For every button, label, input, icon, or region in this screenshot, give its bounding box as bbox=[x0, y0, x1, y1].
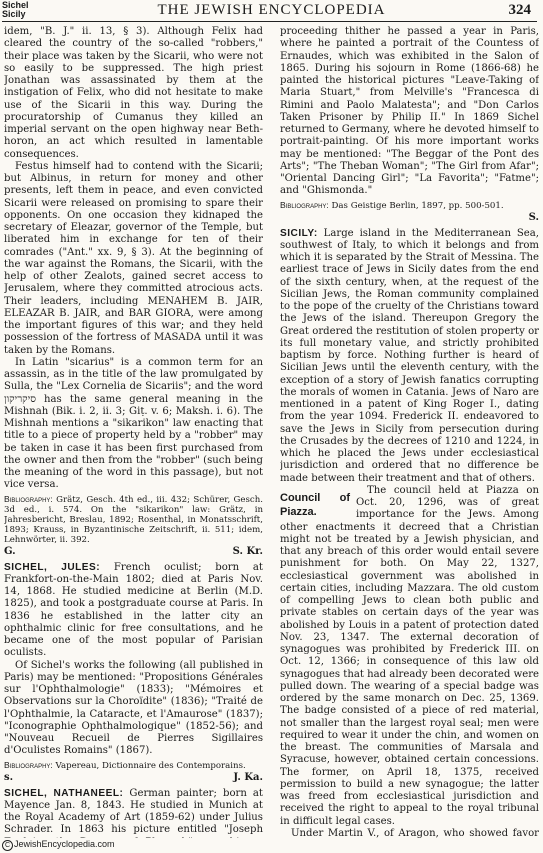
signature-right: S. Kr. bbox=[232, 545, 263, 557]
entry-heading: SICHEL, NATHANEEL: bbox=[4, 787, 124, 799]
paragraph: In Latin "sicarius" is a common term for an assassin, as in the title of the law promulgated by Sulla, the "Lex Cornelia de Sicariis"; and the word סיקריקון has the same general meaning in the Mishnah (Bik. i. 2, ii. 3; Giṭ. v. 6; Maksh. i. 6). The Mishnah mentions a "sikarikon" law enacting that title to a piece of property held by a "robber" may be taken in case it has been first purchased from the owner and then from the "robber" (such being the meaning of the word in this passage), but not vice versa. bbox=[4, 356, 263, 491]
paragraph: idem, "B. J." ii. 13, § 3). Although Felix had cleared the country of the so-called "robbers," their place was taken by the Sicarii, who were not so easily to be suppressed. The high priest Jonathan was assassinated by them at the instigation of Felix, who did not hesitate to make use of the Sicarii in this way. During the procuratorship of Cumanus they killed an imperial servant on the open highway near Beth-horon, an act which resulted in lamentable consequences. bbox=[4, 26, 263, 160]
bibliography-label: Bibliography: bbox=[4, 493, 53, 504]
page-header bbox=[0, 0, 543, 20]
bibliography bbox=[4, 760, 263, 771]
bibliography bbox=[4, 494, 263, 545]
bibliography-text: Grätz, Gesch. 4th ed., iii. 432; Schürer, Gesch. 3d ed., i. 574. On the "sikarikon" law: Grätz, in Jahresbericht, Breslau, 1892; Rosenthal, in Monatsschrift, 1893; Krauss, in Byzantinische Zeitschrift, ii. 511; idem, Lehnwörter, ii. 392. bbox=[4, 494, 263, 545]
entry-text: French oculist; born at Frankfort-on-the-Main 1802; died at Paris Nov. 14, 1868. He studied medicine at Berlin (M.D. 1825), and took a postgraduate course at Paris. In 1836 he established in the latter city an ophthalmic clinic for free consultations, and he became one of the most popular of Parisian oculists. bbox=[4, 561, 263, 659]
entry-text: Large island in the Mediterranean Sea, southwest of Italy, to which it belongs and from which it is separated by the Strait of Messina. The earliest trace of Jews in Sicily dates from the end of the sixth century, when, at the request of the Sicilian Jews, the Roman community complained to the pope of the cruelty of the Christians toward the Jews of the island. Thereupon Gregory the Great ordered the restitution of stolen property or its full monetary value, and strictly prohibited baptism by force. Nothing further is heard of Sicilian Jews until the eleventh century, with the exception of a story of Jewish fanatics corrupting the morals of women in Catania. Jews of Naro are mentioned in a patent of King Roger I., dating from the year 1094. Frederick II. endeavored to save the Jews in Sicily from persecution during the Crusades by the decrees of 1210 and 1224, in which he placed the Jews under ecclesiastical jurisdiction and ordered that no difference be made between their treatment and that of others. bbox=[280, 227, 539, 484]
author-signature bbox=[280, 211, 539, 224]
bibliography bbox=[280, 200, 539, 211]
left-column bbox=[4, 26, 263, 838]
entry-sicily bbox=[280, 228, 539, 485]
right-column bbox=[280, 26, 539, 838]
paragraph: Under Martin V., of Aragon, who showed favor bbox=[291, 827, 539, 838]
paragraph: Of Sichel's works the following (all published in Paris) may be mentioned: "Propositions Générales sur l'Ophthalmologie" (1833); "Mémoires et Observations sur la Choroïdite" (1836); "Traité de l'Ophthalmie, la Cataracte, et l'Amaurose" (1837); "Iconographie Ophthalmologique" (1852-56); and "Nouveau Recueil de Pierres Sigillaires d'Oculistes Romains" (1867). bbox=[4, 659, 263, 757]
copyright-icon: C bbox=[2, 840, 13, 851]
bibliography-label: Bibliography: bbox=[4, 759, 53, 770]
signature-left: s. bbox=[4, 771, 14, 783]
entry-jules bbox=[4, 562, 263, 660]
margin-note: Council of Piazza. bbox=[280, 491, 350, 518]
page-title: THE JEWISH ENCYCLOPEDIA bbox=[157, 2, 386, 18]
bibliography-text: Vapereau, Dictionnaire des Contemporains. bbox=[55, 760, 246, 771]
paragraph: Festus himself had to contend with the Sicarii; but Albinus, in return for money and other presents, left them in peace, and even convicted Sicarii were released on promising to spare their opponents. On one occasion they kidnaped the secretary of Eleazar, governor of the Temple, but liberated him in exchange for ten of their comrades ("Ant." xx. 9, § 3). At the beginning of the war against the Romans, the Sicarii, with the help of other Zealots, gained secret access to Jerusalem, where they committed atrocious acts. Their leaders, including MENAHEM B. JAIR, ELEAZAR B. JAIR, and BAR GIORA, were among the important figures of this war; and they held possession of the fortress of MASADA until it was taken by the Romans. bbox=[4, 160, 263, 356]
bibliography-text: Das Geistige Berlin, 1897, pp. 500-501. bbox=[331, 200, 504, 211]
author-signature bbox=[4, 545, 263, 558]
footer-link[interactable]: JewishEncyclopedia.com bbox=[14, 839, 115, 849]
entry-nathaneel bbox=[4, 788, 263, 839]
signature-right: J. Ka. bbox=[233, 771, 263, 783]
signature-right: S. bbox=[528, 211, 539, 223]
entry-heading: SICILY: bbox=[280, 227, 318, 239]
running-head-line1: Sichel bbox=[2, 0, 29, 10]
signature-left: G. bbox=[4, 545, 16, 557]
author-signature bbox=[4, 771, 263, 784]
bibliography-label: Bibliography: bbox=[280, 199, 329, 210]
footer bbox=[2, 839, 115, 851]
running-head-line2: Sicily bbox=[2, 9, 26, 19]
paragraph: proceeding thither he passed a year in Paris, where he painted a portrait of the Countess of Ernaudes, which was exhibited in the Salon of 1865. During his sojourn in Rome (1866-68) he painted the historical pictures "Leave-Taking of Maria Stuart," from Melville's "Francesca di Rimini and Paolo Malatesta"; and "Don Carlos Taken Prisoner by Philip II." In 1869 Sichel returned to Germany, where he devoted himself to portrait-painting. Of his more important works may be mentioned: "The Beggar of the Pont des Arts"; "The Theban Woman"; "The Girl from Afar"; "Oriental Dancing Girl"; "La Favorita"; "Fatme"; and "Ghismonda." bbox=[280, 26, 539, 197]
header-rule bbox=[2, 21, 537, 22]
page-number: 324 bbox=[508, 2, 531, 18]
entry-heading: SICHEL, JULES: bbox=[4, 561, 101, 573]
entry-text: German painter; born at Mayence Jan. 8, 1843. He studied in Munich at the Royal Academy of Art (1859-62) under Julius Schrader. In 1863 his picture entitled "Joseph bbox=[4, 787, 263, 836]
paragraph: The council held at Piazza on Oct. 20, 1296, was of great importance for the Jews. Among other enactments it decreed that a Christian might not be treated by a Jewish physician, and that any breach of this order would entail severe punishment for both. On May 22, 1327, ecclesiastical government was abolished in certain cities, including Mazzara. The old custom of compelling Jews to clean both public and private stables on certain days of the year was abolished by Louis in a patent of protection dated Nov. 23, 1347. The external decoration of synagogues was prohibited by Frederick III. on Oct. 12, 1366; in consequence of this law old synagogues that had already been decorated were pulled down. The wearing of a special badge was ordered by the same monarch on Dec. 25, 1369. The badge consisted of a piece of red material, not smaller than the largest royal seal; men were required to wear it under the chin, and women on the breast. The communities of Marsala and Syracuse, however, obtained certain concessions. The former, on April 18, 1375, received permission to build a new synagogue; the latter was freed from ecclesiastical jurisdiction and received the right to appeal to the royal tribunal in difficult legal cases. bbox=[280, 484, 539, 827]
